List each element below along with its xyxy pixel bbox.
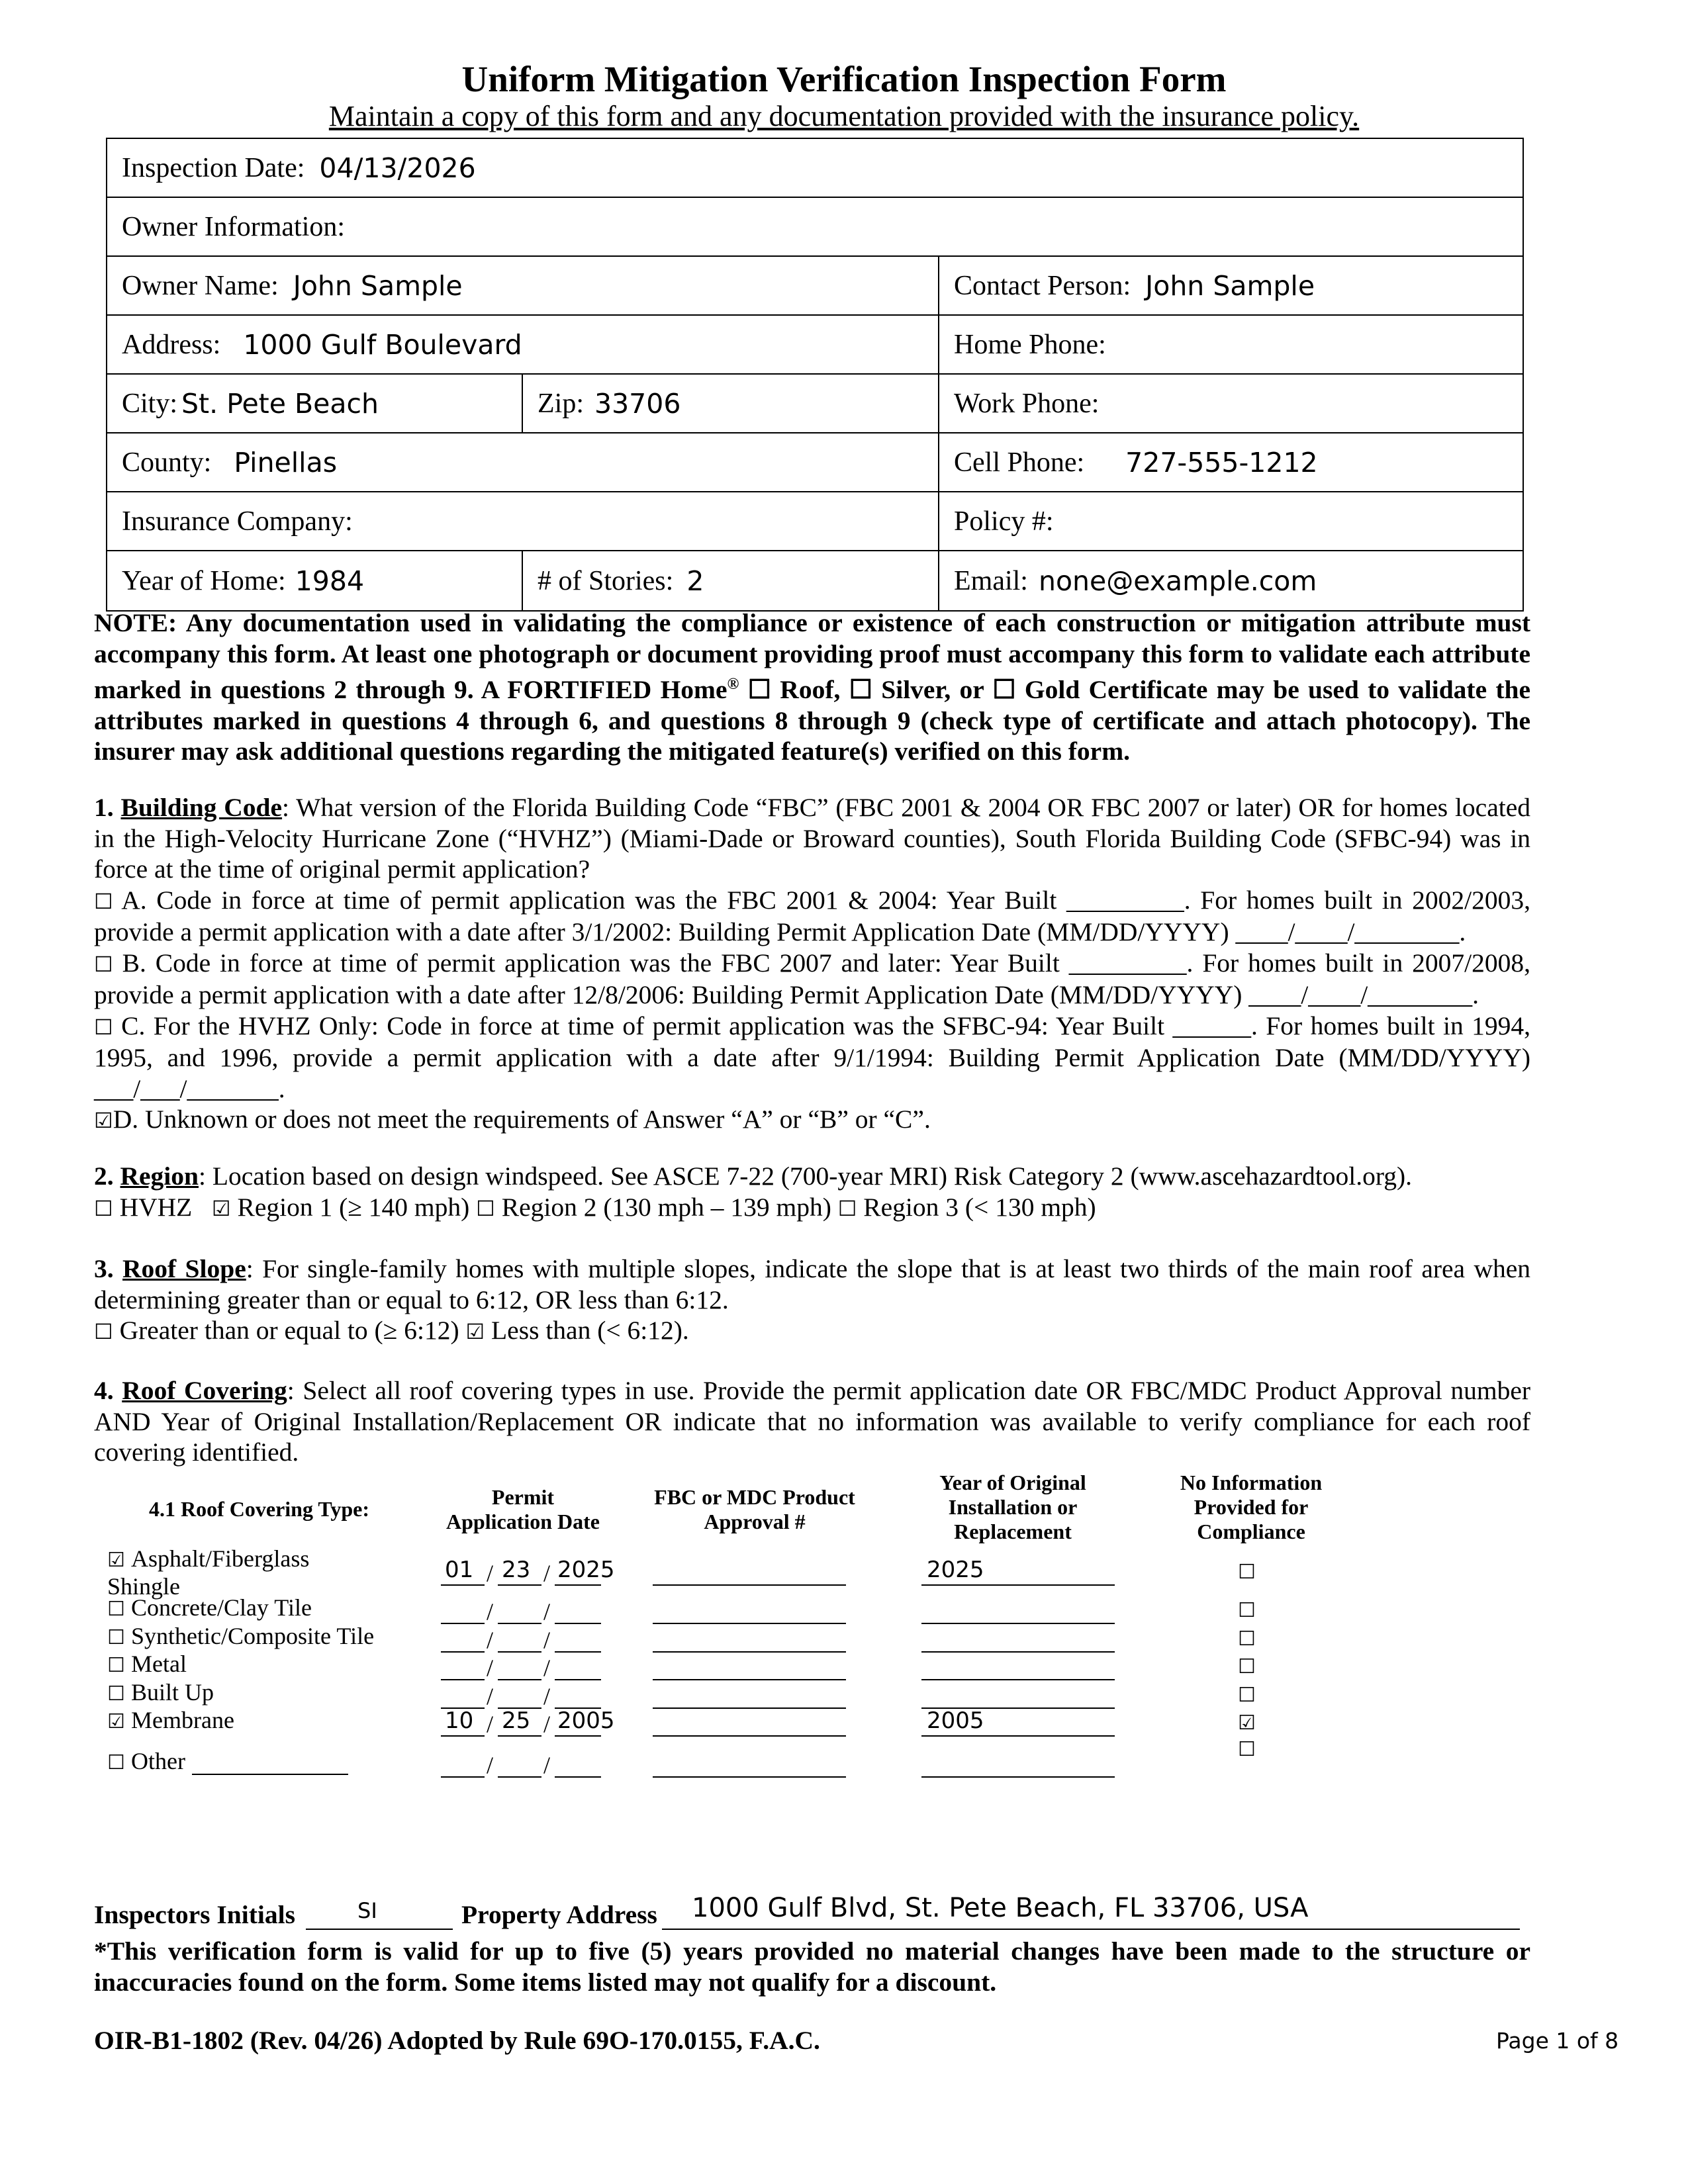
roof-type-label: Concrete/Clay Tile [131, 1594, 312, 1621]
year-installed-line [921, 1776, 1115, 1778]
home-phone-label: Home Phone: [954, 329, 1106, 360]
row-county [107, 433, 1523, 492]
zip-cell[interactable] [522, 375, 938, 432]
q3-ge-checkbox[interactable]: ☐ [94, 1319, 113, 1344]
q1-text: : What version of the Florida Building Code “FBC” (FBC 2001 & 2004 OR FBC 2007 or later) OR for homes located in the High-Velocity Hurricane Zone (“HVHZ”) (Miami-Dade or Broward counties), South Florida Building Code (SFBC-94) was in force at the time of original permit application? [94, 793, 1531, 884]
permit-month-line [441, 1735, 485, 1737]
other-type-line [192, 1774, 348, 1775]
permit-year-field[interactable]: 2005 [557, 1707, 615, 1734]
permit-month-field[interactable]: 01 [445, 1557, 474, 1583]
roof-type-label: Synthetic/Composite Tile [131, 1623, 375, 1649]
year-installed-field[interactable]: 2025 [927, 1557, 984, 1583]
home-phone-cell[interactable] [938, 316, 1523, 373]
permit-day-field[interactable]: 25 [502, 1707, 531, 1734]
year-installed-header: Year of Original Installation or Replacement [939, 1471, 1086, 1543]
permit-month-line [441, 1776, 485, 1778]
form-subtitle: Maintain a copy of this form and any documentation provided with the insurance policy. [328, 100, 1360, 132]
q1-d-text: D. Unknown or does not meet the requirements of Answer “A” or “B” or “C”. [113, 1105, 931, 1134]
q3-number: 3. [94, 1254, 114, 1283]
email-field[interactable]: none@example.com [1038, 565, 1317, 597]
row-insurance [107, 492, 1523, 551]
stories-cell[interactable] [522, 551, 938, 610]
question-3-block [94, 1253, 1530, 1347]
date-separator: / [543, 1560, 551, 1586]
approval-header: FBC or MDC Product Approval # [654, 1485, 855, 1533]
permit-day-line [498, 1651, 541, 1653]
no-info-header: No Information Provided for Compliance [1180, 1471, 1323, 1543]
city-field[interactable]: St. Pete Beach [181, 387, 379, 420]
question-1-block [94, 792, 1530, 1136]
roof-type-checkbox[interactable]: ☑ [107, 1549, 125, 1572]
city-label: City: [122, 388, 178, 419]
row-inspection-date [107, 139, 1523, 198]
work-phone-cell[interactable] [938, 375, 1523, 432]
policy-number-cell[interactable] [938, 492, 1523, 550]
q4-heading: Roof Covering [122, 1376, 287, 1405]
roof-type-label: Asphalt/Fiberglass [131, 1545, 310, 1572]
q1-a-text: A. Code in force at time of permit application was the FBC 2001 & 2004: Year Built _________. For homes built in 2002/2003, provide a permit application with a date after 3/1/2002: Building Permit Application Date (MM/DD/YYYY) ____/____/________. [94, 885, 1530, 946]
email-cell[interactable] [938, 551, 1523, 610]
owner-information-cell [107, 198, 1523, 255]
date-separator: / [487, 1655, 494, 1681]
roof-type-label: Metal [131, 1651, 187, 1677]
q2-region2-checkbox[interactable]: ☐ [476, 1195, 495, 1221]
county-label: County: [122, 447, 212, 478]
owner-info-table [106, 138, 1524, 612]
date-separator: / [543, 1683, 551, 1709]
no-info-checkbox[interactable]: ☐ [1238, 1627, 1256, 1651]
cell-phone-cell[interactable] [938, 433, 1523, 491]
roof-type-label: Other [131, 1748, 185, 1774]
permit-month-line [441, 1651, 485, 1653]
address-field[interactable]: 1000 Gulf Boulevard [243, 328, 522, 361]
date-separator: / [543, 1752, 551, 1778]
city-cell[interactable] [107, 375, 522, 432]
no-info-checkbox[interactable]: ☐ [1238, 1738, 1256, 1761]
no-info-checkbox[interactable]: ☑ [1238, 1711, 1256, 1735]
q3-heading: Roof Slope [122, 1254, 246, 1283]
cell-phone-label: Cell Phone: [954, 447, 1085, 478]
roof-type-label: Built Up [131, 1679, 214, 1706]
zip-field[interactable]: 33706 [594, 387, 681, 420]
q1-c-checkbox[interactable]: ☐ [94, 1014, 113, 1040]
q1-number: 1. [94, 793, 114, 822]
date-separator: / [543, 1655, 551, 1681]
approval-number-line [653, 1776, 846, 1778]
note-text-1: NOTE: Any documentation used in validating the compliance or existence of each construction or mitigation attribute must accompany this form. At least one photograph or document providing proof must accompany this form to validate each attribute marked in questions 2 through 9. A FORTIFIED Home [94, 608, 1530, 705]
year-of-home-field[interactable]: 1984 [295, 565, 365, 597]
approval-number-line [653, 1707, 846, 1709]
q2-heading: Region [120, 1161, 199, 1191]
permit-day-line [498, 1623, 541, 1624]
q2-hvhz-checkbox[interactable]: ☐ [94, 1195, 113, 1221]
stories-field[interactable]: 2 [686, 565, 704, 597]
row-owner-name [107, 257, 1523, 316]
q1-d-checkbox[interactable]: ☑ [94, 1108, 113, 1133]
year-of-home-label: Year of Home: [122, 565, 286, 596]
q2-region1-checkbox[interactable]: ☑ [211, 1195, 231, 1221]
permit-day-line [498, 1776, 541, 1778]
year-installed-line [921, 1651, 1115, 1653]
contact-person-label: Contact Person: [954, 270, 1131, 301]
q4-text: : Select all roof covering types in use. Provide the permit application date OR FBC/MDC Product Approval number AND Year of Original Installation/Replacement OR indicate that no information was available to verify compliance for each roof covering identified. [94, 1376, 1531, 1467]
q2-region3-checkbox[interactable]: ☐ [837, 1195, 857, 1221]
permit-day-line [498, 1735, 541, 1737]
permit-day-line [498, 1679, 541, 1680]
approval-number-line [653, 1651, 846, 1653]
county-field[interactable]: Pinellas [234, 446, 338, 478]
q2-region2-label: Region 2 (130 mph – 139 mph) [501, 1192, 831, 1222]
date-separator: / [487, 1683, 494, 1709]
page-number: Page 1 of 8 [1496, 2028, 1619, 2054]
approval-number-line [653, 1584, 846, 1586]
inspector-initials-label: Inspectors Initials [94, 1900, 295, 1929]
row-address [107, 316, 1523, 375]
permit-date-header: Permit Application Date [446, 1485, 600, 1533]
date-separator: / [487, 1598, 494, 1625]
date-separator: / [487, 1752, 494, 1778]
year-installed-line [921, 1623, 1115, 1624]
permit-year-line [555, 1735, 601, 1737]
q2-region3-label: Region 3 (< 130 mph) [863, 1192, 1096, 1222]
inspection-date-cell[interactable] [107, 139, 1523, 197]
work-phone-label: Work Phone: [954, 388, 1100, 419]
owner-information-label: Owner Information: [122, 211, 346, 242]
date-separator: / [543, 1627, 551, 1653]
q2-number: 2. [94, 1161, 114, 1191]
roof-type-checkbox[interactable]: ☐ [107, 1654, 125, 1677]
year-installed-line [921, 1679, 1115, 1680]
year-of-home-cell[interactable] [107, 551, 522, 610]
q3-lt-label: Less than (< 6:12). [491, 1316, 689, 1345]
inspector-initials-line [306, 1929, 453, 1930]
address-label: Address: [122, 329, 221, 360]
q2-text: : Location based on design windspeed. See ASCE 7-22 (700-year MRI) Risk Category 2 (www.ascehazardtool.org). [199, 1161, 1413, 1191]
q2-region1-label: Region 1 (≥ 140 mph) [237, 1192, 470, 1222]
permit-day-line [498, 1584, 541, 1586]
form-id: OIR-B1-1802 (Rev. 04/26) Adopted by Rule 69O-170.0155, F.A.C. [94, 2026, 820, 2055]
permit-month-line [441, 1623, 485, 1624]
year-installed-line [921, 1735, 1115, 1737]
q3-lt-checkbox[interactable]: ☑ [465, 1319, 485, 1344]
note-text-2: ☐ Roof, ☐ Silver, or ☐ Gold Certificate may be used to validate the attributes marked in questions 4 through 6, and questions 8 through 9 (check type of certificate and attach photocopy). The insurer may ask additional questions regarding the mitigated feature(s) verified on this form. [94, 675, 1530, 766]
year-installed-line [921, 1584, 1115, 1586]
row-owner-information [107, 198, 1523, 257]
form-title: Uniform Mitigation Verification Inspection Form [461, 59, 1227, 99]
permit-year-line [555, 1651, 601, 1653]
inspection-date-label: Inspection Date: [122, 152, 305, 183]
property-address-line [662, 1929, 1520, 1930]
date-separator: / [543, 1598, 551, 1625]
q2-hvhz-label: HVHZ [119, 1192, 193, 1222]
row-year-stories [107, 551, 1523, 610]
date-separator: / [487, 1560, 494, 1586]
permit-day-field[interactable]: 23 [502, 1557, 531, 1583]
roof-type-checkbox[interactable]: ☐ [107, 1626, 125, 1649]
address-cell[interactable] [107, 316, 938, 373]
q1-heading: Building Code [120, 793, 283, 822]
date-separator: / [543, 1711, 551, 1737]
date-separator: / [487, 1711, 494, 1737]
owner-name-label: Owner Name: [122, 270, 279, 301]
owner-name-field[interactable]: John Sample [293, 269, 463, 302]
roof-type-checkbox[interactable]: ☐ [107, 1751, 125, 1774]
permit-year-line [555, 1584, 601, 1586]
email-label: Email: [954, 565, 1028, 596]
zip-label: Zip: [538, 388, 584, 419]
inspection-date-field[interactable]: 04/13/2026 [319, 152, 476, 184]
roof-type-checkbox[interactable]: ☑ [107, 1710, 125, 1733]
insurance-company-label: Insurance Company: [122, 506, 353, 537]
question-2-block [94, 1161, 1530, 1224]
owner-name-cell[interactable] [107, 257, 938, 314]
contact-person-cell[interactable] [938, 257, 1523, 314]
property-address-field[interactable]: 1000 Gulf Blvd, St. Pete Beach, FL 33706, USA [692, 1893, 1309, 1923]
county-cell[interactable] [107, 433, 938, 491]
permit-year-line [555, 1776, 601, 1778]
no-info-checkbox[interactable]: ☐ [1238, 1561, 1256, 1584]
roof-type-label: Membrane [131, 1707, 234, 1733]
permit-year-line [555, 1623, 601, 1624]
permit-year-line [555, 1679, 601, 1680]
insurance-company-cell[interactable] [107, 492, 938, 550]
validity-note: *This verification form is valid for up to five (5) years provided no material changes have been made to the structure or inaccuracies found on the form. Some items listed may not qualify for a discount. [94, 1936, 1530, 1997]
stories-label: # of Stories: [538, 565, 674, 596]
q1-b-checkbox[interactable]: ☐ [94, 951, 113, 977]
property-address-label: Property Address [461, 1900, 657, 1929]
note-paragraph [94, 608, 1530, 767]
no-info-checkbox[interactable]: ☐ [1238, 1684, 1256, 1707]
approval-number-line [653, 1623, 846, 1624]
policy-number-label: Policy #: [954, 506, 1054, 537]
no-info-checkbox[interactable]: ☐ [1238, 1655, 1256, 1678]
q1-b-text: B. Code in force at time of permit application was the FBC 2007 and later: Year Built _________. For homes built in 2007/2008, provide a permit application with a date after 12/8/2006: Building Permit Application Date (MM/DD/YYYY) ____/____/________. [94, 948, 1530, 1009]
approval-number-line [653, 1679, 846, 1680]
permit-year-field[interactable]: 2025 [557, 1557, 615, 1583]
q4-number: 4. [94, 1376, 114, 1405]
permit-month-line [441, 1584, 485, 1586]
inspector-initials-field[interactable]: SI [357, 1898, 377, 1923]
roof-type-label-continued: Shingle [107, 1573, 181, 1600]
permit-month-field[interactable]: 10 [445, 1707, 474, 1734]
q1-c-text: C. For the HVHZ Only: Code in force at time of permit application was the SFBC-94: Year Built ______. For homes built in 1994, 1995, and 1996, provide a permit application with a date after 9/1/1994: Building Permit Application Date (MM/DD/YYYY) ___/___/_______. [94, 1011, 1531, 1103]
row-city-zip [107, 375, 1523, 433]
approval-number-line [653, 1735, 846, 1737]
roof-type-checkbox[interactable]: ☐ [107, 1682, 125, 1706]
year-installed-field[interactable]: 2005 [927, 1707, 984, 1734]
q3-ge-label: Greater than or equal to (≥ 6:12) [119, 1316, 459, 1345]
roof-type-header: 4.1 Roof Covering Type: [149, 1497, 370, 1521]
permit-month-line [441, 1679, 485, 1680]
no-info-checkbox[interactable]: ☐ [1238, 1599, 1256, 1622]
question-4-block [94, 1375, 1530, 1468]
date-separator: / [487, 1627, 494, 1653]
q3-text: : For single-family homes with multiple slopes, indicate the slope that is at least two thirds of the main roof area when determining greater than or equal to 6:12, OR less than 6:12. [94, 1254, 1531, 1314]
q1-a-checkbox[interactable]: ☐ [94, 888, 113, 914]
registered-mark: ® [727, 676, 739, 693]
roof-type-checkbox[interactable]: ☐ [107, 1598, 125, 1621]
contact-person-field[interactable]: John Sample [1145, 269, 1315, 302]
cell-phone-field[interactable]: 727-555-1212 [1125, 446, 1318, 478]
